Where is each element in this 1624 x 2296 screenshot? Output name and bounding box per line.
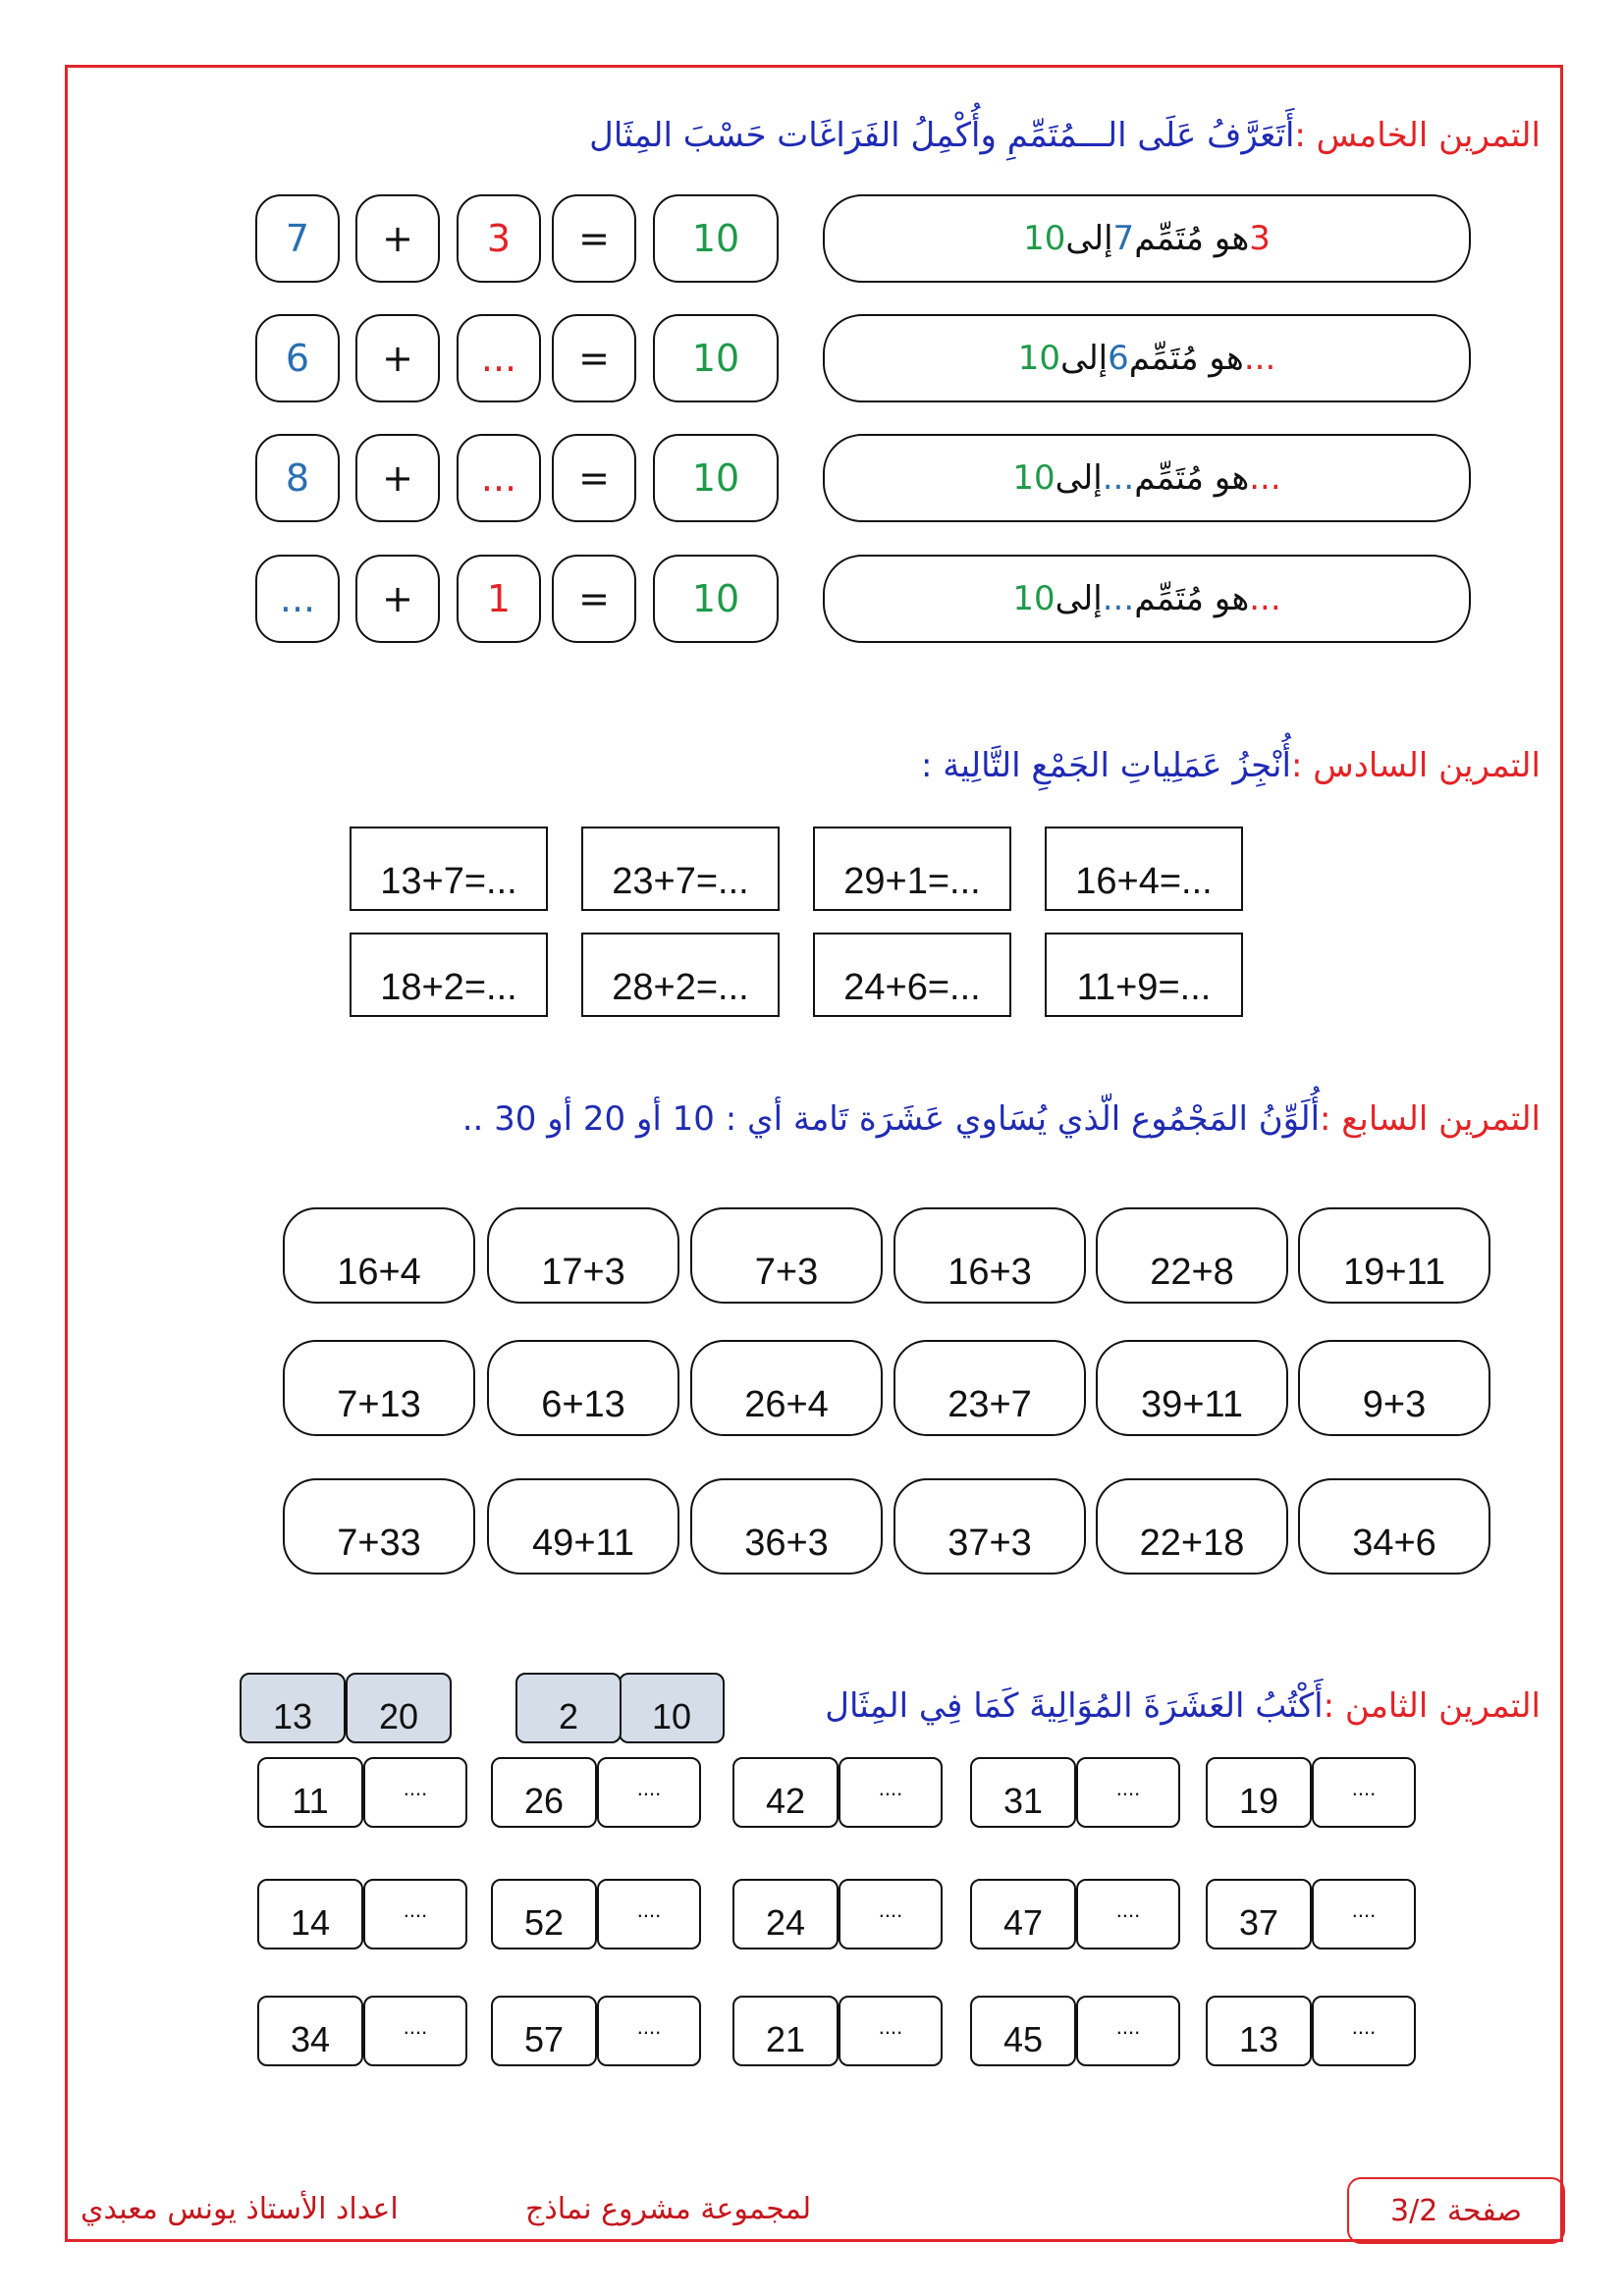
number-cell: 13 [1206,1996,1312,2066]
sum-pill: 6+13 [487,1340,679,1436]
equals-sign: = [552,314,636,402]
exercise-6-title: التمرين السادس : [1290,746,1541,785]
example-number-cell: 2 [515,1673,622,1743]
sentence-second: ... [1102,579,1135,618]
addition-box: 18+2=... [350,933,548,1017]
number-cell: 26 [491,1757,597,1828]
sentence-first: ... [1249,458,1281,498]
sentence-middle: هو مُتَمِّم [1134,219,1250,258]
addition-box: 11+9=... [1045,933,1243,1017]
sum-pill: 26+4 [690,1340,883,1436]
equals-sign: = [552,434,636,522]
sentence-to: إلى [1065,219,1113,258]
number-cell: 34 [257,1996,363,2066]
number-cell: 52 [491,1879,597,1949]
sum-pill: 22+8 [1096,1207,1288,1304]
example-tens-cell: 10 [619,1673,725,1743]
blank-tens-cell: .... [1312,1757,1416,1828]
page-number: صفحة 3/2 [1390,2193,1522,2228]
blank-tens-cell: .... [1312,1879,1416,1949]
sentence-first: ... [1249,579,1281,618]
sum-pill: 36+3 [690,1478,883,1575]
addition-box: 24+6=... [813,933,1011,1017]
sum-pill: 16+4 [283,1207,475,1304]
exercise-8-title: التمرين الثامن : [1323,1686,1541,1726]
sum-pill: 39+11 [1096,1340,1288,1436]
complement-box: ... [457,434,541,522]
blank-tens-cell: .... [839,1996,943,2066]
blank-tens-cell: .... [839,1757,943,1828]
exercise-7-title: التمرين السابع : [1320,1099,1541,1139]
addend-box: ... [255,555,340,643]
sentence-second: ... [1102,458,1135,498]
sentence-middle: هو مُتَمِّم [1134,579,1250,618]
sum-pill: 16+3 [893,1207,1086,1304]
blank-tens-cell: .... [597,1757,701,1828]
addition-box: 23+7=... [581,827,780,911]
exercise-7-heading [462,1099,1541,1139]
sentence-first: ... [1243,339,1276,378]
sentence-target: 10 [1017,339,1060,378]
addition-box: 28+2=... [581,933,780,1017]
blank-tens-cell: .... [1312,1996,1416,2066]
exercise-6-instruction: أُنْجِزُ عَمَلِياتِ الجَمْعِ التَّالِية : [921,746,1291,785]
plus-sign: + [355,555,440,643]
addition-box: 13+7=... [350,827,548,911]
number-cell: 21 [732,1996,839,2066]
footer-author: اعداد الأستاذ يونس معبدي [81,2192,399,2226]
blank-tens-cell: .... [1076,1996,1180,2066]
number-cell: 14 [257,1879,363,1949]
blank-tens-cell: .... [1076,1879,1180,1949]
equals-sign: = [552,194,636,283]
addend-box: 7 [255,194,340,283]
sum-pill: 17+3 [487,1207,679,1304]
target-box: 10 [653,555,779,643]
example-number-cell: 13 [240,1673,346,1743]
sum-pill: 49+11 [487,1478,679,1575]
blank-tens-cell: .... [597,1879,701,1949]
sum-pill: 22+18 [1096,1478,1288,1575]
number-cell: 45 [970,1996,1076,2066]
sum-pill: 7+13 [283,1340,475,1436]
number-cell: 31 [970,1757,1076,1828]
complement-sentence [823,314,1471,402]
blank-tens-cell: .... [363,1757,467,1828]
number-cell: 19 [1206,1757,1312,1828]
number-cell: 11 [257,1757,363,1828]
sentence-second: 7 [1112,219,1135,258]
equals-sign: = [552,555,636,643]
target-box: 10 [653,434,779,522]
sentence-middle: هو مُتَمِّم [1128,339,1244,378]
target-box: 10 [653,194,779,283]
sentence-to: إلى [1055,579,1103,618]
sum-pill: 9+3 [1298,1340,1490,1436]
sum-pill: 37+3 [893,1478,1086,1575]
footer-group: لمجموعة مشروع نماذج [525,2192,812,2226]
page-number-box [1347,2177,1565,2244]
exercise-8-heading [825,1686,1541,1726]
example-tens-cell: 20 [346,1673,452,1743]
addition-box: 29+1=... [813,827,1011,911]
number-cell: 57 [491,1996,597,2066]
complement-box: ... [457,314,541,402]
sum-pill: 23+7 [893,1340,1086,1436]
blank-tens-cell: .... [839,1879,943,1949]
sentence-target: 10 [1023,219,1066,258]
sum-pill: 7+3 [690,1207,883,1304]
sentence-target: 10 [1012,458,1056,498]
addend-box: 8 [255,434,340,522]
sentence-middle: هو مُتَمِّم [1134,458,1250,498]
sentence-to: إلى [1059,339,1109,378]
number-cell: 47 [970,1879,1076,1949]
blank-tens-cell: .... [363,1879,467,1949]
number-cell: 37 [1206,1879,1312,1949]
exercise-6-heading [921,746,1541,785]
addition-box: 16+4=... [1045,827,1243,911]
exercise-5-title: التمرين الخامس : [1294,116,1541,155]
exercise-5-instruction: أَتَعَرَّفُ عَلَى الـــمُتَمِّمِ وأُكْمِلُ الفَرَاغَات حَسْبَ المِثَال [589,116,1295,155]
sum-pill: 34+6 [1298,1478,1490,1575]
plus-sign: + [355,434,440,522]
complement-box: 1 [457,555,541,643]
exercise-7-instruction: أُلَوِّنُ المَجْمُوع الّذي يُسَاوي عَشَرَة تَامة أي : 10 أو 20 أو 30 .. [461,1099,1321,1139]
complement-sentence [823,194,1471,283]
exercise-5-heading [589,116,1541,155]
blank-tens-cell: .... [363,1996,467,2066]
sum-pill: 19+11 [1298,1207,1490,1304]
complement-sentence [823,434,1471,522]
addend-box: 6 [255,314,340,402]
plus-sign: + [355,194,440,283]
target-box: 10 [653,314,779,402]
sentence-first: 3 [1249,219,1271,258]
sum-pill: 7+33 [283,1478,475,1575]
plus-sign: + [355,314,440,402]
complement-box: 3 [457,194,541,283]
sentence-target: 10 [1012,579,1056,618]
exercise-8-instruction: أَكْتُبُ العَشَرَةَ المُوَالِيةَ كَمَا فِي المِثَال [825,1686,1324,1726]
sentence-to: إلى [1055,458,1103,498]
blank-tens-cell: .... [1076,1757,1180,1828]
complement-sentence [823,555,1471,643]
number-cell: 24 [732,1879,839,1949]
number-cell: 42 [732,1757,839,1828]
blank-tens-cell: .... [597,1996,701,2066]
sentence-second: 6 [1108,339,1129,378]
